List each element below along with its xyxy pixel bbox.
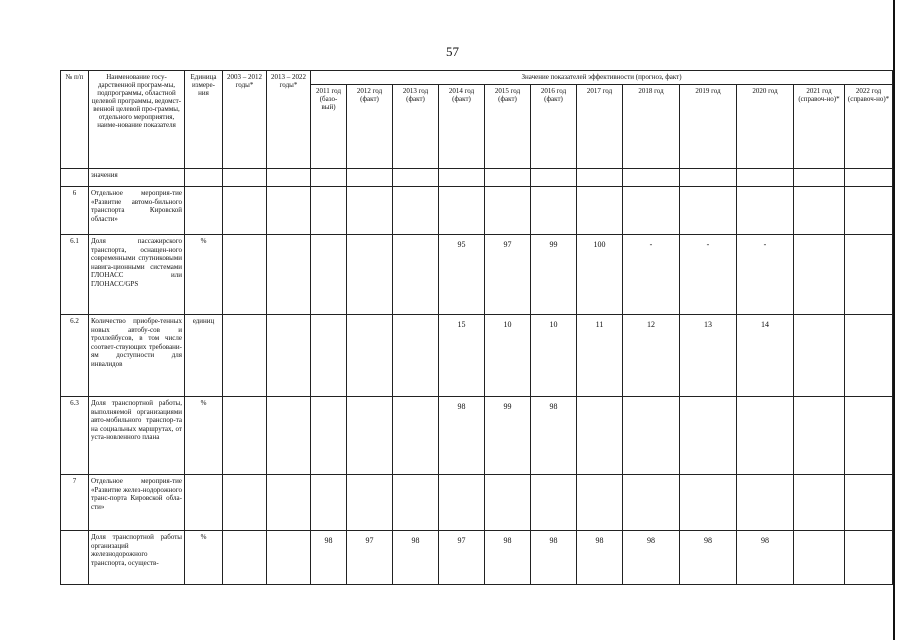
row-number: 6.2: [61, 315, 89, 397]
value-cell: 98: [311, 531, 347, 585]
value-cell: [347, 475, 393, 531]
period-2003-2012-cell: [223, 169, 267, 187]
page-number: 57: [446, 44, 459, 59]
value-cell: [531, 187, 577, 235]
period-2013-2022-cell: [267, 187, 311, 235]
row-number: 6: [61, 187, 89, 235]
period-2013-2022-cell: [267, 475, 311, 531]
value-cell: 98: [577, 531, 623, 585]
row-number: 6.1: [61, 235, 89, 315]
value-cell: -: [680, 235, 737, 315]
value-cell: [680, 475, 737, 531]
value-cell: [794, 187, 845, 235]
header-year: 2015 год (факт): [485, 85, 531, 169]
period-2003-2012-cell: [223, 235, 267, 315]
value-cell: 100: [577, 235, 623, 315]
header-num: № п/п: [61, 71, 89, 169]
value-cell: [845, 397, 893, 475]
unit-cell: %: [185, 235, 223, 315]
value-cell: [680, 397, 737, 475]
table-row: [61, 235, 893, 315]
value-cell: 97: [485, 235, 531, 315]
value-cell: 15: [439, 315, 485, 397]
value-cell: 98: [623, 531, 680, 585]
value-cell: [577, 397, 623, 475]
value-cell: [577, 169, 623, 187]
header-2013-2022: 2013 – 2022 годы*: [267, 71, 311, 169]
table-row: [61, 169, 893, 187]
value-cell: [393, 169, 439, 187]
header-year: 2016 год (факт): [531, 85, 577, 169]
value-cell: [311, 315, 347, 397]
value-cell: [485, 187, 531, 235]
value-cell: [794, 397, 845, 475]
header-year: 2020 год: [737, 85, 794, 169]
unit-cell: [185, 475, 223, 531]
value-cell: [737, 169, 794, 187]
indicator-name: Доля транспортной работы организаций железнодорожного транспорта, осуществ-: [89, 531, 185, 585]
header-unit: Единица измере-ния: [185, 71, 223, 169]
value-cell: [485, 169, 531, 187]
value-cell: 14: [737, 315, 794, 397]
indicator-name: Отдельное мероприя-тие «Развитие желез-нодорожного транс-порта Кировской обла-сти»: [89, 475, 185, 531]
value-cell: 13: [680, 315, 737, 397]
value-cell: [737, 397, 794, 475]
header-year: 2017 год: [577, 85, 623, 169]
value-cell: -: [623, 235, 680, 315]
value-cell: [485, 475, 531, 531]
value-cell: 97: [439, 531, 485, 585]
value-cell: [531, 169, 577, 187]
value-cell: [347, 169, 393, 187]
value-cell: [347, 187, 393, 235]
period-2013-2022-cell: [267, 531, 311, 585]
value-cell: [623, 187, 680, 235]
header-year: 2022 год (справоч-но)*: [845, 85, 893, 169]
value-cell: 98: [439, 397, 485, 475]
row-number: 7: [61, 475, 89, 531]
table-row: [61, 397, 893, 475]
indicator-name: Доля транспортной работы, выполняемой организациями авто-мобильного транспор-та на социальных маршрутах, от уста-новленного плана: [89, 397, 185, 475]
value-cell: [393, 475, 439, 531]
value-cell: 10: [485, 315, 531, 397]
header-values-group: Значение показателей эффективности (прогноз, факт): [311, 71, 893, 85]
value-cell: 98: [531, 397, 577, 475]
indicators-table: [60, 70, 893, 585]
value-cell: [311, 187, 347, 235]
header-name: Наименование госу-дарственной програм-мы, подпрограммы, областной целевой программы, ведомст-венной целевой про-граммы, отдельного мероприятия, наиме-нование показателя: [89, 71, 185, 169]
value-cell: [794, 169, 845, 187]
table-row: [61, 315, 893, 397]
value-cell: [623, 169, 680, 187]
value-cell: 98: [531, 531, 577, 585]
value-cell: 10: [531, 315, 577, 397]
value-cell: [531, 475, 577, 531]
value-cell: [577, 187, 623, 235]
period-2003-2012-cell: [223, 475, 267, 531]
value-cell: 11: [577, 315, 623, 397]
value-cell: [794, 235, 845, 315]
row-number: [61, 531, 89, 585]
header-year: 2011 год (базо-вый): [311, 85, 347, 169]
value-cell: 95: [439, 235, 485, 315]
table-row: [61, 531, 893, 585]
row-number: [61, 169, 89, 187]
value-cell: -: [737, 235, 794, 315]
value-cell: 12: [623, 315, 680, 397]
value-cell: [794, 315, 845, 397]
value-cell: 98: [485, 531, 531, 585]
value-cell: [393, 397, 439, 475]
header-year: 2014 год (факт): [439, 85, 485, 169]
unit-cell: %: [185, 531, 223, 585]
value-cell: [347, 397, 393, 475]
unit-cell: единиц: [185, 315, 223, 397]
value-cell: [680, 169, 737, 187]
value-cell: [393, 187, 439, 235]
value-cell: [577, 475, 623, 531]
header-year: 2013 год (факт): [393, 85, 439, 169]
value-cell: [347, 235, 393, 315]
value-cell: 98: [737, 531, 794, 585]
value-cell: [737, 475, 794, 531]
header-year: 2018 год: [623, 85, 680, 169]
value-cell: [845, 235, 893, 315]
value-cell: [623, 475, 680, 531]
value-cell: [439, 475, 485, 531]
value-cell: 99: [485, 397, 531, 475]
indicator-name: Количество приобре-тенных новых автобу-сов и троллейбусов, в том числе соответ-ствующих требовани-ям доступности для инвалидов: [89, 315, 185, 397]
value-cell: [737, 187, 794, 235]
indicator-name: значения: [89, 169, 185, 187]
period-2003-2012-cell: [223, 315, 267, 397]
header-2003-2012: 2003 – 2012 годы*: [223, 71, 267, 169]
period-2013-2022-cell: [267, 235, 311, 315]
period-2003-2012-cell: [223, 531, 267, 585]
value-cell: [393, 315, 439, 397]
header-year: 2021 год (справоч-но)*: [794, 85, 845, 169]
value-cell: [393, 235, 439, 315]
value-cell: [623, 397, 680, 475]
period-2013-2022-cell: [267, 315, 311, 397]
value-cell: [347, 315, 393, 397]
value-cell: [794, 475, 845, 531]
value-cell: 98: [393, 531, 439, 585]
value-cell: [794, 531, 845, 585]
value-cell: [311, 397, 347, 475]
table-row: [61, 475, 893, 531]
period-2003-2012-cell: [223, 397, 267, 475]
value-cell: [311, 169, 347, 187]
value-cell: 98: [680, 531, 737, 585]
period-2013-2022-cell: [267, 397, 311, 475]
period-2013-2022-cell: [267, 169, 311, 187]
value-cell: [845, 531, 893, 585]
value-cell: [311, 475, 347, 531]
indicator-name: Доля пассажирского транспорта, оснащен-ного современными спутниковыми навига-ционными системами ГЛОНАСС или ГЛОНАСС/GPS: [89, 235, 185, 315]
header-year: 2019 год: [680, 85, 737, 169]
value-cell: [845, 475, 893, 531]
value-cell: 97: [347, 531, 393, 585]
page-edge-line: [893, 0, 895, 640]
unit-cell: [185, 169, 223, 187]
row-number: 6.3: [61, 397, 89, 475]
header-year: 2012 год (факт): [347, 85, 393, 169]
value-cell: [439, 169, 485, 187]
value-cell: [845, 187, 893, 235]
value-cell: [311, 235, 347, 315]
value-cell: [439, 187, 485, 235]
value-cell: [845, 169, 893, 187]
period-2003-2012-cell: [223, 187, 267, 235]
value-cell: [680, 187, 737, 235]
value-cell: 99: [531, 235, 577, 315]
value-cell: [845, 315, 893, 397]
table-row: [61, 187, 893, 235]
unit-cell: %: [185, 397, 223, 475]
indicator-name: Отдельное мероприя-тие «Развитие автомо-бильного транспорта Кировской области»: [89, 187, 185, 235]
unit-cell: [185, 187, 223, 235]
